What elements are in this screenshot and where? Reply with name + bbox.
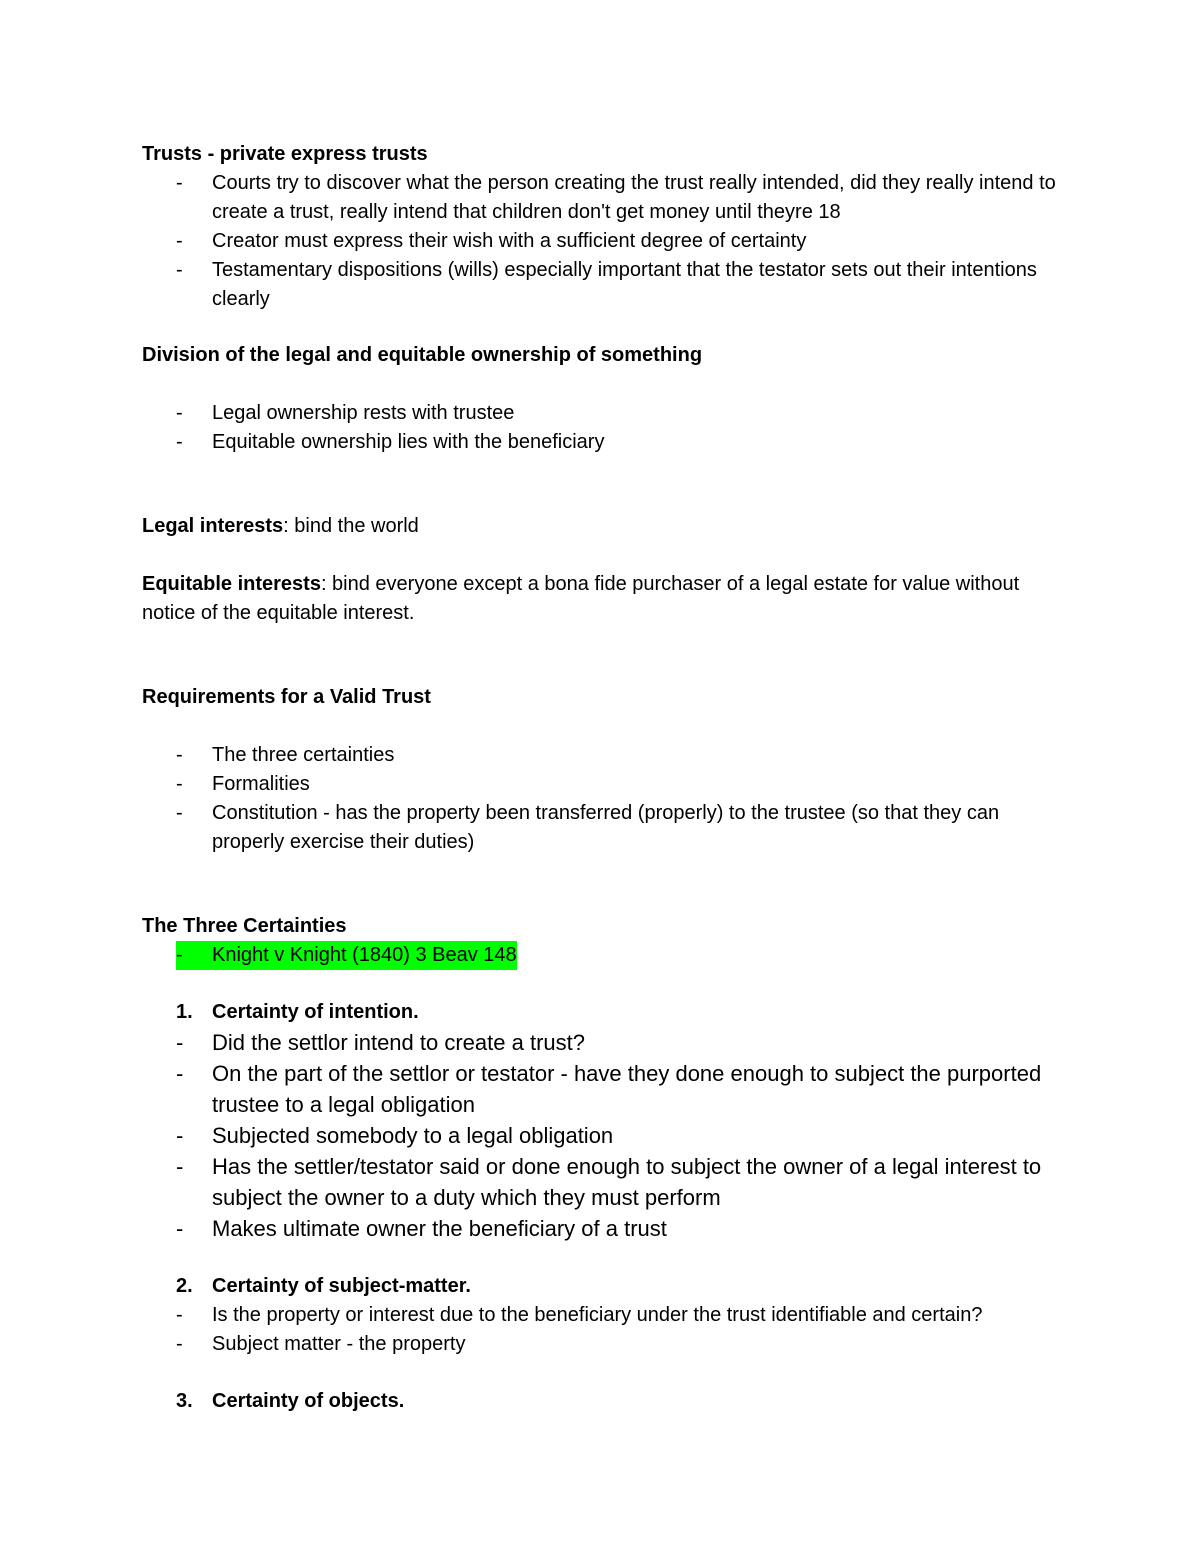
certainty-3-number: 3. (176, 1390, 193, 1412)
case-citation (142, 941, 1062, 970)
certainty-1-heading (142, 997, 1062, 1027)
spacer (142, 628, 1062, 683)
list-item: - Did the settlor intend to create a trust? (142, 1027, 1062, 1058)
requirements-list (142, 741, 1062, 857)
list-item: - Subject matter - the property (142, 1330, 1062, 1359)
list-item: - Creator must express their wish with a sufficient degree of certainty (142, 227, 1062, 256)
spacer (142, 1244, 1062, 1271)
certainty-1-number: 1. (176, 1001, 193, 1023)
list-item: - Makes ultimate owner the beneficiary of a trust (142, 1213, 1062, 1244)
equitable-interests-term: Equitable interests (142, 573, 321, 595)
case-citation-text: Knight v Knight (1840) 3 Beav 148 (176, 941, 517, 970)
heading-three-certainties: The Three Certainties (142, 915, 347, 937)
list-item: - Legal ownership rests with trustee (142, 399, 1062, 428)
certainty-2-list (142, 1301, 1062, 1359)
legal-interests-term: Legal interests (142, 515, 284, 537)
heading-requirements: Requirements for a Valid Trust (142, 686, 431, 708)
certainty-3-title: Certainty of objects. (212, 1390, 405, 1412)
heading-trusts: Trusts - private express trusts (142, 143, 428, 165)
spacer (142, 457, 1062, 512)
certainty-3-heading (142, 1386, 1062, 1416)
certainty-2-heading (142, 1271, 1062, 1301)
document-page (142, 140, 1062, 1416)
trusts-list (142, 169, 1062, 314)
case-list (142, 941, 1062, 970)
list-item: - On the part of the settlor or testator - have they done enough to subject the purported trustee to a legal obligation (142, 1058, 1062, 1120)
spacer (142, 970, 1062, 997)
list-item: - Courts try to discover what the person creating the trust really intended, did they really intend to create a trust, really intend that children don't get money until theyre 18 (142, 169, 1062, 227)
legal-interests-text: : bind the world (283, 515, 419, 537)
spacer (142, 541, 1062, 570)
list-item: - Subjected somebody to a legal obligation (142, 1120, 1062, 1151)
certainty-1-title: Certainty of intention. (212, 1001, 419, 1023)
certainty-1-list (142, 1027, 1062, 1244)
spacer (142, 857, 1062, 912)
division-list (142, 399, 1062, 457)
spacer (142, 370, 1062, 399)
list-item: - Formalities (142, 770, 1062, 799)
equitable-interests-text: : bind everyone except a bona fide purchaser of a legal estate for value without notice of the equitable interest. (142, 573, 1020, 624)
list-item: - Has the settler/testator said or done enough to subject the owner of a legal interest to subject the owner to a duty which they must perform (142, 1151, 1062, 1213)
spacer (142, 1359, 1062, 1386)
list-item: - Constitution - has the property been transferred (properly) to the trustee (so that they can properly exercise their duties) (142, 799, 1062, 857)
certainty-2-number: 2. (176, 1275, 193, 1297)
spacer (142, 712, 1062, 741)
list-item: - Equitable ownership lies with the beneficiary (142, 428, 1062, 457)
list-item: - The three certainties (142, 741, 1062, 770)
heading-division: Division of the legal and equitable ownership of something (142, 344, 703, 366)
list-item: - Is the property or interest due to the beneficiary under the trust identifiable and certain? (142, 1301, 1062, 1330)
legal-interests-paragraph (142, 512, 1062, 541)
list-item: - Testamentary dispositions (wills) especially important that the testator sets out their intentions clearly (142, 256, 1062, 314)
spacer (142, 314, 1062, 341)
equitable-interests-paragraph (142, 570, 1062, 628)
certainty-2-title: Certainty of subject-matter. (212, 1275, 471, 1297)
